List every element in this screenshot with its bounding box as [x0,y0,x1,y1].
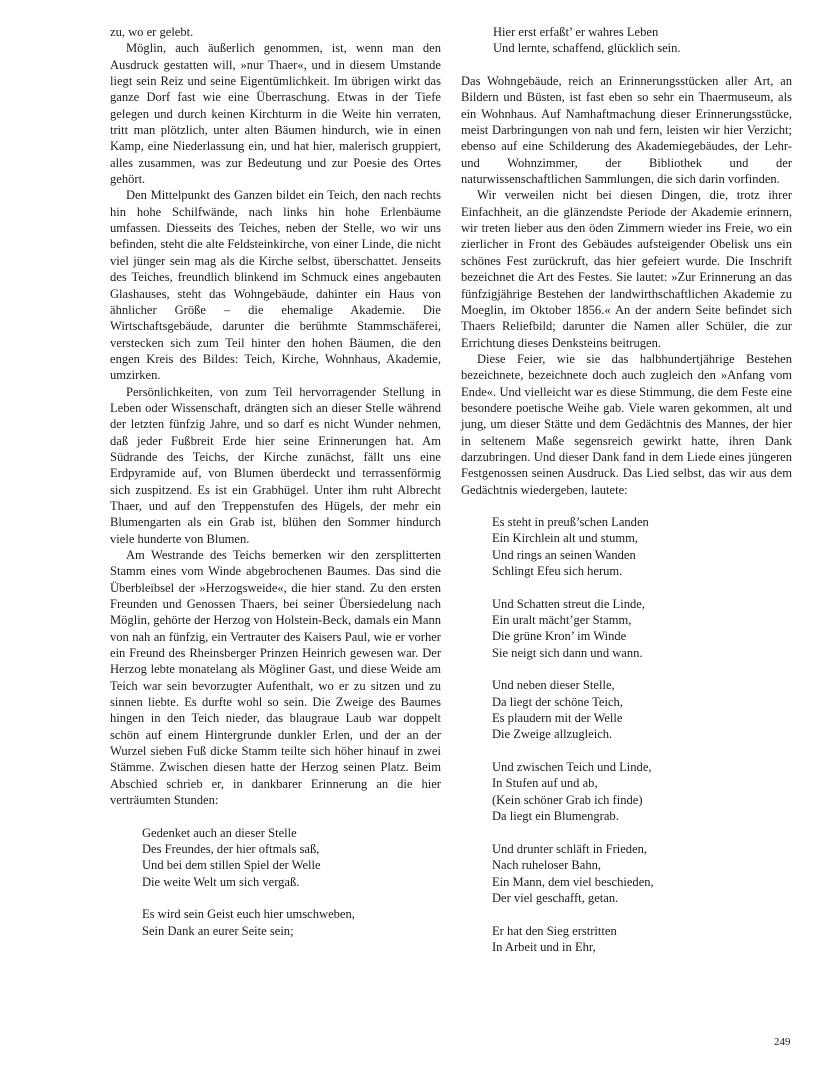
poem-line: Und zwischen Teich und Linde, [492,760,652,775]
herzog-poem-continued [461,24,792,57]
poem-line: Und lernte, schaffend, glücklich sein. [493,41,681,56]
paragraph: Den Mittelpunkt des Ganzen bildet ein Teich, den nach rechts hin hohe Schilfwände, nach links hin hohe Erlenbäume umfassen. Diesseits des Teiches, neben der Stelle, wo wir uns befinden, steht die alte Feldsteinkirche, von einer Linde, die nicht viel jünger sein mag als die Kirche selbst, überschattet. Jenseits des Teiches, freundlich blinkend im Schmuck eines angebauten Glashauses, steht das Wohngebäude, dahinter ein Haus von ähnlicher Größe – die ehemalige Akademie. Die Wirtschaftsgebäude, darunter die berühmte Stammschäferei, verstecken sich zum Teil hinter den hohen Bäumen, die den engen Kreis des Bildes: Teich, Kirche, Wohnhaus, Akademie, umzirken. [110,188,441,383]
page-number: 249 [774,1036,791,1048]
poem-line: Ein Kirchlein alt und stumm, [492,531,639,546]
poem-line: Sie neigt sich dann und wann. [492,645,643,660]
poem-line: Es plaudern mit der Welle [492,711,623,726]
poem-line: Ein uralt mächt’ger Stamm, [492,613,632,628]
poem-line: Gedenket auch an dieser Stelle [142,825,297,840]
poem-line: Und Schatten streut die Linde, [492,596,645,611]
poem-stanza [142,825,441,890]
poem-line: Und neben dieser Stelle, [492,678,615,693]
poem-stanza [492,596,792,661]
spacer [461,57,792,73]
poem-line: Es wird sein Geist euch hier umschweben, [142,907,355,922]
poem-line: Er hat den Sieg erstritten [492,923,617,938]
poem-line: Der viel geschafft, getan. [492,890,619,905]
paragraph: Diese Feier, wie sie das halbhundertjährige Bestehen bezeichnete, bezeichnete doch auch zugleich den »Anfang vom Ende«. Und vielleicht war es diese Stimmung, die dem Feste eine besondere poetische Weihe gab. Viele waren gekommen, alt und jung, um dieser Stätte und dem Gedächtnis des Mannes, der hier in seltenem Maße segensreich gewirkt hatte, ihren Dank darzubringen. Und dieser Dank fand in dem Liede eines jüngeren Festgenossen seinen Ausdruck. Das Lied selbst, das wir aus dem Gedächtnis wiedergeben, lautete: [461,351,792,497]
poem-line: Die Zweige allzugleich. [492,727,613,742]
poem-stanza [142,906,441,939]
poem-stanza [492,759,792,824]
poem-stanza [492,841,792,906]
paragraph: Persönlichkeiten, von zum Teil hervorragender Stellung in Leben oder Wissenschaft, drängten sich an dieser Stelle während der letzten fünfzig Jahre, und so darf es nicht Wunder nehmen, daß jeder Fußbreit Erde hier seine Erinnerungen hat. Am Südrande des Teichs, der Kirche zunächst, fällt uns eine Erdpyramide auf, von Blumen überdeckt und terrassenförmig sich zuspitzend. Es ist ein Grabhügel. Unter ihm ruht Albrecht Thaer, und auf den Treppenstufen des Hügels, der mehr ein Blumengarten als ein Grab ist, blühen den Sommer hindurch viele hunderte von Blumen. [110,384,441,546]
poem-line: Hier erst erfaßt’ er wahres Leben [493,25,659,39]
herzog-poem [110,825,441,939]
poem-line: Sein Dank an eurer Seite sein; [142,923,294,938]
poem-line: Die weite Welt um sich vergaß. [142,874,300,889]
poem-line: Des Freundes, der hier oftmals saß, [142,841,320,856]
poem-stanza [492,514,792,579]
poem-line: Nach ruheloser Bahn, [492,858,602,873]
festlied-poem [461,514,792,955]
paragraph: Das Wohngebäude, reich an Erinnerungsstücken aller Art, an Bildern und Büsten, ist fast eben so sehr ein Thaermuseum, als ein Wohnhaus. Auf Namhaftmachung dieser Erinnerungsstücke, meist Darbringungen von nah und fern, leisten wir hier Verzicht; ebenso auf eine Schilderung des Akademiegebäudes, der Lehr- und Wohnzimmer, der Bibliothek und der naturwissenschaftlichen Sammlungen, die sich darin vorfinden. [461,74,792,187]
poem-line: Und bei dem stillen Spiel der Welle [142,858,321,873]
paragraph: zu, wo er gelebt. [110,25,194,39]
poem-line: In Stufen auf und ab, [492,776,598,791]
poem-line: Und rings an seinen Wanden [492,547,636,562]
paragraph: Möglin, auch äußerlich genommen, ist, wenn man den Ausdruck gestatten will, »nur Thaer«, und in diesem Umstande liegt sein Reiz und seine Eigentümlichkeit. Im übrigen wirkt das ganze Dorf fast wie eine Überraschung. Etwas in der Tiefe gelegen und durch keinen Kirchturm in die Weite hin verraten, tritt man plötzlich, unter alten Bäumen hindurch, wie in einen Kamp, eine Niederlassung ein, und hat hier, malerisch gruppiert, alles zusammen, was zur Bedeutung und zur Poesie des Ortes gehört. [110,41,441,187]
poem-line: Und drunter schläft in Frieden, [492,841,648,856]
left-column [110,24,441,955]
poem-stanza [492,923,792,956]
right-column [461,24,792,972]
paragraph: Wir verweilen nicht bei diesen Dingen, die, trotz ihrer Einfachheit, an die glänzendste Periode der Akademie erinnern, wir treten lieber aus den öden Zimmern wieder ins Freie, wo ein zierlicher in Front des Gebäudes aufsteigender Obelisk uns ein schönes Fest zurückruft, das hier gefeiert wurde. Die Inschrift bezeichnet die Art des Festes. Sie lautet: »Zur Erinnerung an das fünfzigjährige Bestehen der landwirthschaftlichen Akademie zu Moeglin, im Oktober 1856.« An der andern Seite befindet sich Thaers Reliefbild; darunter die Namen aller Schüler, die zur Errichtung dieses Denksteins beitrugen. [461,188,792,350]
poem-stanza [492,677,792,742]
paragraph: Am Westrande des Teichs bemerken wir den zersplitterten Stamm eines vom Winde abgebrochenen Baumes. Das sind die Überbleibsel der »Herzogsweide«, die hier stand. Zu den ersten Freunden und Genossen Thaers, bei seiner Übersiedelung nach Möglin, gehörte der Herzog von Holstein-Beck, damals ein Mann von nah an fünfzig, ein Vertrauter des Kaisers Paul, wie er vorher ein Freund des Rheinsberger Prinzen Heinrich gewesen war. Der Herzog lebte monatelang als Mögliner Gast, und diese Weide am Teich war sein bevorzugter Aufenthalt, wo er zu sitzen und zu sinnen liebte. Es durfte wohl so sein. Die Zweige des Baumes hingen in den Teich nieder, das blaugraue Laub war doppelt schön auf einem Hintergrunde dunkler Erlen, und der an der Wurzel sieben Fuß dicke Stamm teilte sich höher hinauf in zwei Stämme. Zwischen diesen hatte der Herzog seinen Platz. Beim Abschied schrieb er, in dankbarer Erinnerung an die hier verträumten Stunden: [110,548,441,808]
poem-line: Schlingt Efeu sich herum. [492,564,623,578]
poem-line: Da liegt der schöne Teich, [492,694,623,709]
poem-line: Da liegt ein Blumengrab. [492,809,619,824]
poem-line: In Arbeit und in Ehr, [492,939,596,954]
poem-line: (Kein schöner Grab ich finde) [492,792,643,807]
poem-line: Ein Mann, dem viel beschieden, [492,874,654,889]
poem-line: Es steht in preuß’schen Landen [492,514,649,529]
poem-line: Die grüne Kron’ im Winde [492,629,627,644]
